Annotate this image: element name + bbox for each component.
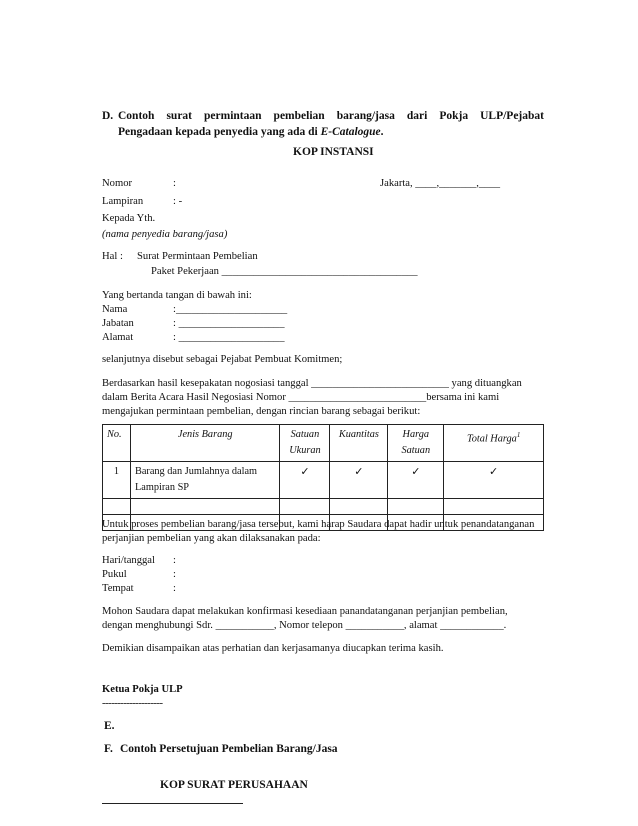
pukul-colon: : bbox=[173, 569, 176, 580]
nomor-label: Nomor bbox=[102, 178, 133, 189]
hal-label: Hal : bbox=[102, 251, 123, 262]
kop-perusahaan-heading: KOP SURAT PERUSAHAAN bbox=[160, 779, 308, 791]
date-line: Jakarta, ____,_______,____ bbox=[380, 178, 501, 189]
table-header-row bbox=[103, 425, 544, 462]
tempat-label: Tempat bbox=[102, 583, 134, 594]
alamat-label: Alamat bbox=[102, 332, 134, 343]
penyedia-name: (nama penyedia barang/jasa) bbox=[102, 229, 228, 240]
section-f-marker: F. bbox=[104, 743, 113, 755]
jabatan-label: Jabatan bbox=[102, 318, 134, 329]
header-satuan-2: Ukuran bbox=[289, 445, 321, 456]
nama-label: Nama bbox=[102, 304, 128, 315]
row-harga-check: ✓ bbox=[388, 462, 444, 499]
kepada-yth: Kepada Yth. bbox=[102, 213, 156, 224]
lampiran-value: : - bbox=[173, 196, 183, 207]
header-total-footnote: 1 bbox=[516, 431, 521, 439]
proses-line2: perjanjian pembelian yang akan dilaksanakan pada: bbox=[102, 533, 321, 544]
hari-label: Hari/tanggal bbox=[102, 555, 155, 566]
signature-dots: -------------------- bbox=[102, 698, 163, 709]
row-kuantitas-check: ✓ bbox=[330, 462, 388, 499]
header-no: No. bbox=[103, 425, 131, 462]
header-total bbox=[444, 425, 544, 462]
hal-line1: Surat Permintaan Pembelian bbox=[137, 251, 258, 262]
e-catalogue-text: E-Catalogue bbox=[320, 126, 381, 138]
kop-perusahaan-rule bbox=[102, 803, 243, 804]
body-line1: Berdasarkan hasil kesepakatan nogosiasi tanggal __________________________ yang dituangkan bbox=[102, 378, 522, 389]
row-satuan-check: ✓ bbox=[280, 462, 330, 499]
jabatan-value: : ____________________ bbox=[173, 318, 285, 329]
konfirmasi-line1: Mohon Saudara dapat melakukan konfirmasi kesediaan panandatanganan perjanjian pembelian, bbox=[102, 606, 508, 617]
section-d-title-line2 bbox=[118, 126, 384, 138]
pukul-label: Pukul bbox=[102, 569, 127, 580]
section-e-marker: E. bbox=[104, 720, 115, 732]
table-row-empty bbox=[103, 499, 544, 515]
alamat-value: : ____________________ bbox=[173, 332, 285, 343]
header-harga bbox=[388, 425, 444, 462]
hal-line2: Paket Pekerjaan _____________________________________ bbox=[151, 266, 418, 277]
closing-text: Demikian disampaikan atas perhatian dan kerjasamanya diucapkan terima kasih. bbox=[102, 643, 444, 654]
section-d-title-line2-end: . bbox=[380, 126, 384, 138]
body-line2: dalam Berita Acara Hasil Negosiasi Nomor __________________________bersama ini kami bbox=[102, 392, 500, 403]
nomor-colon: : bbox=[173, 178, 176, 189]
header-harga-2: Satuan bbox=[401, 445, 431, 456]
proses-line1: Untuk proses pembelian barang/jasa tersebut, kami harap Saudara dapat hadir untuk penandatanganan bbox=[102, 519, 535, 530]
header-harga-1: Harga bbox=[402, 429, 430, 440]
signer-intro: Yang bertanda tangan di bawah ini: bbox=[102, 290, 252, 301]
ppk-text: selanjutnya disebut sebagai Pejabat Pembuat Komitmen; bbox=[102, 354, 343, 365]
konfirmasi-line2: dengan menghubungi Sdr. ___________, Nomor telepon ___________, alamat ____________. bbox=[102, 620, 507, 631]
body-line3: mengajukan permintaan pembelian, dengan rincian barang sebagai berikut: bbox=[102, 406, 421, 417]
signature-title: Ketua Pokja ULP bbox=[102, 684, 183, 695]
section-d-title-line2-text: Pengadaan kepada penyedia yang ada di bbox=[118, 126, 321, 138]
tempat-colon: : bbox=[173, 583, 176, 594]
hari-colon: : bbox=[173, 555, 176, 566]
nama-value: :_____________________ bbox=[173, 304, 288, 315]
section-d-title-line1: Contoh surat permintaan pembelian barang/jasa dari Pokja ULP/Pejabat bbox=[118, 110, 544, 122]
row-total-check: ✓ bbox=[444, 462, 544, 499]
header-satuan bbox=[280, 425, 330, 462]
header-jenis: Jenis Barang bbox=[130, 425, 280, 462]
lampiran-label: Lampiran bbox=[102, 196, 144, 207]
section-f-title: Contoh Persetujuan Pembelian Barang/Jasa bbox=[120, 743, 338, 755]
row-jenis: Barang dan Jumlahnya dalam Lampiran SP bbox=[130, 462, 280, 499]
kop-instansi-heading: KOP INSTANSI bbox=[293, 146, 374, 158]
section-d-marker: D. bbox=[102, 110, 114, 122]
items-table bbox=[102, 424, 544, 531]
header-kuantitas: Kuantitas bbox=[330, 425, 388, 462]
row-no: 1 bbox=[103, 462, 131, 499]
header-satuan-1: Satuan bbox=[290, 429, 320, 440]
table-row bbox=[103, 462, 544, 499]
header-total-text: Total Harga bbox=[466, 433, 517, 445]
